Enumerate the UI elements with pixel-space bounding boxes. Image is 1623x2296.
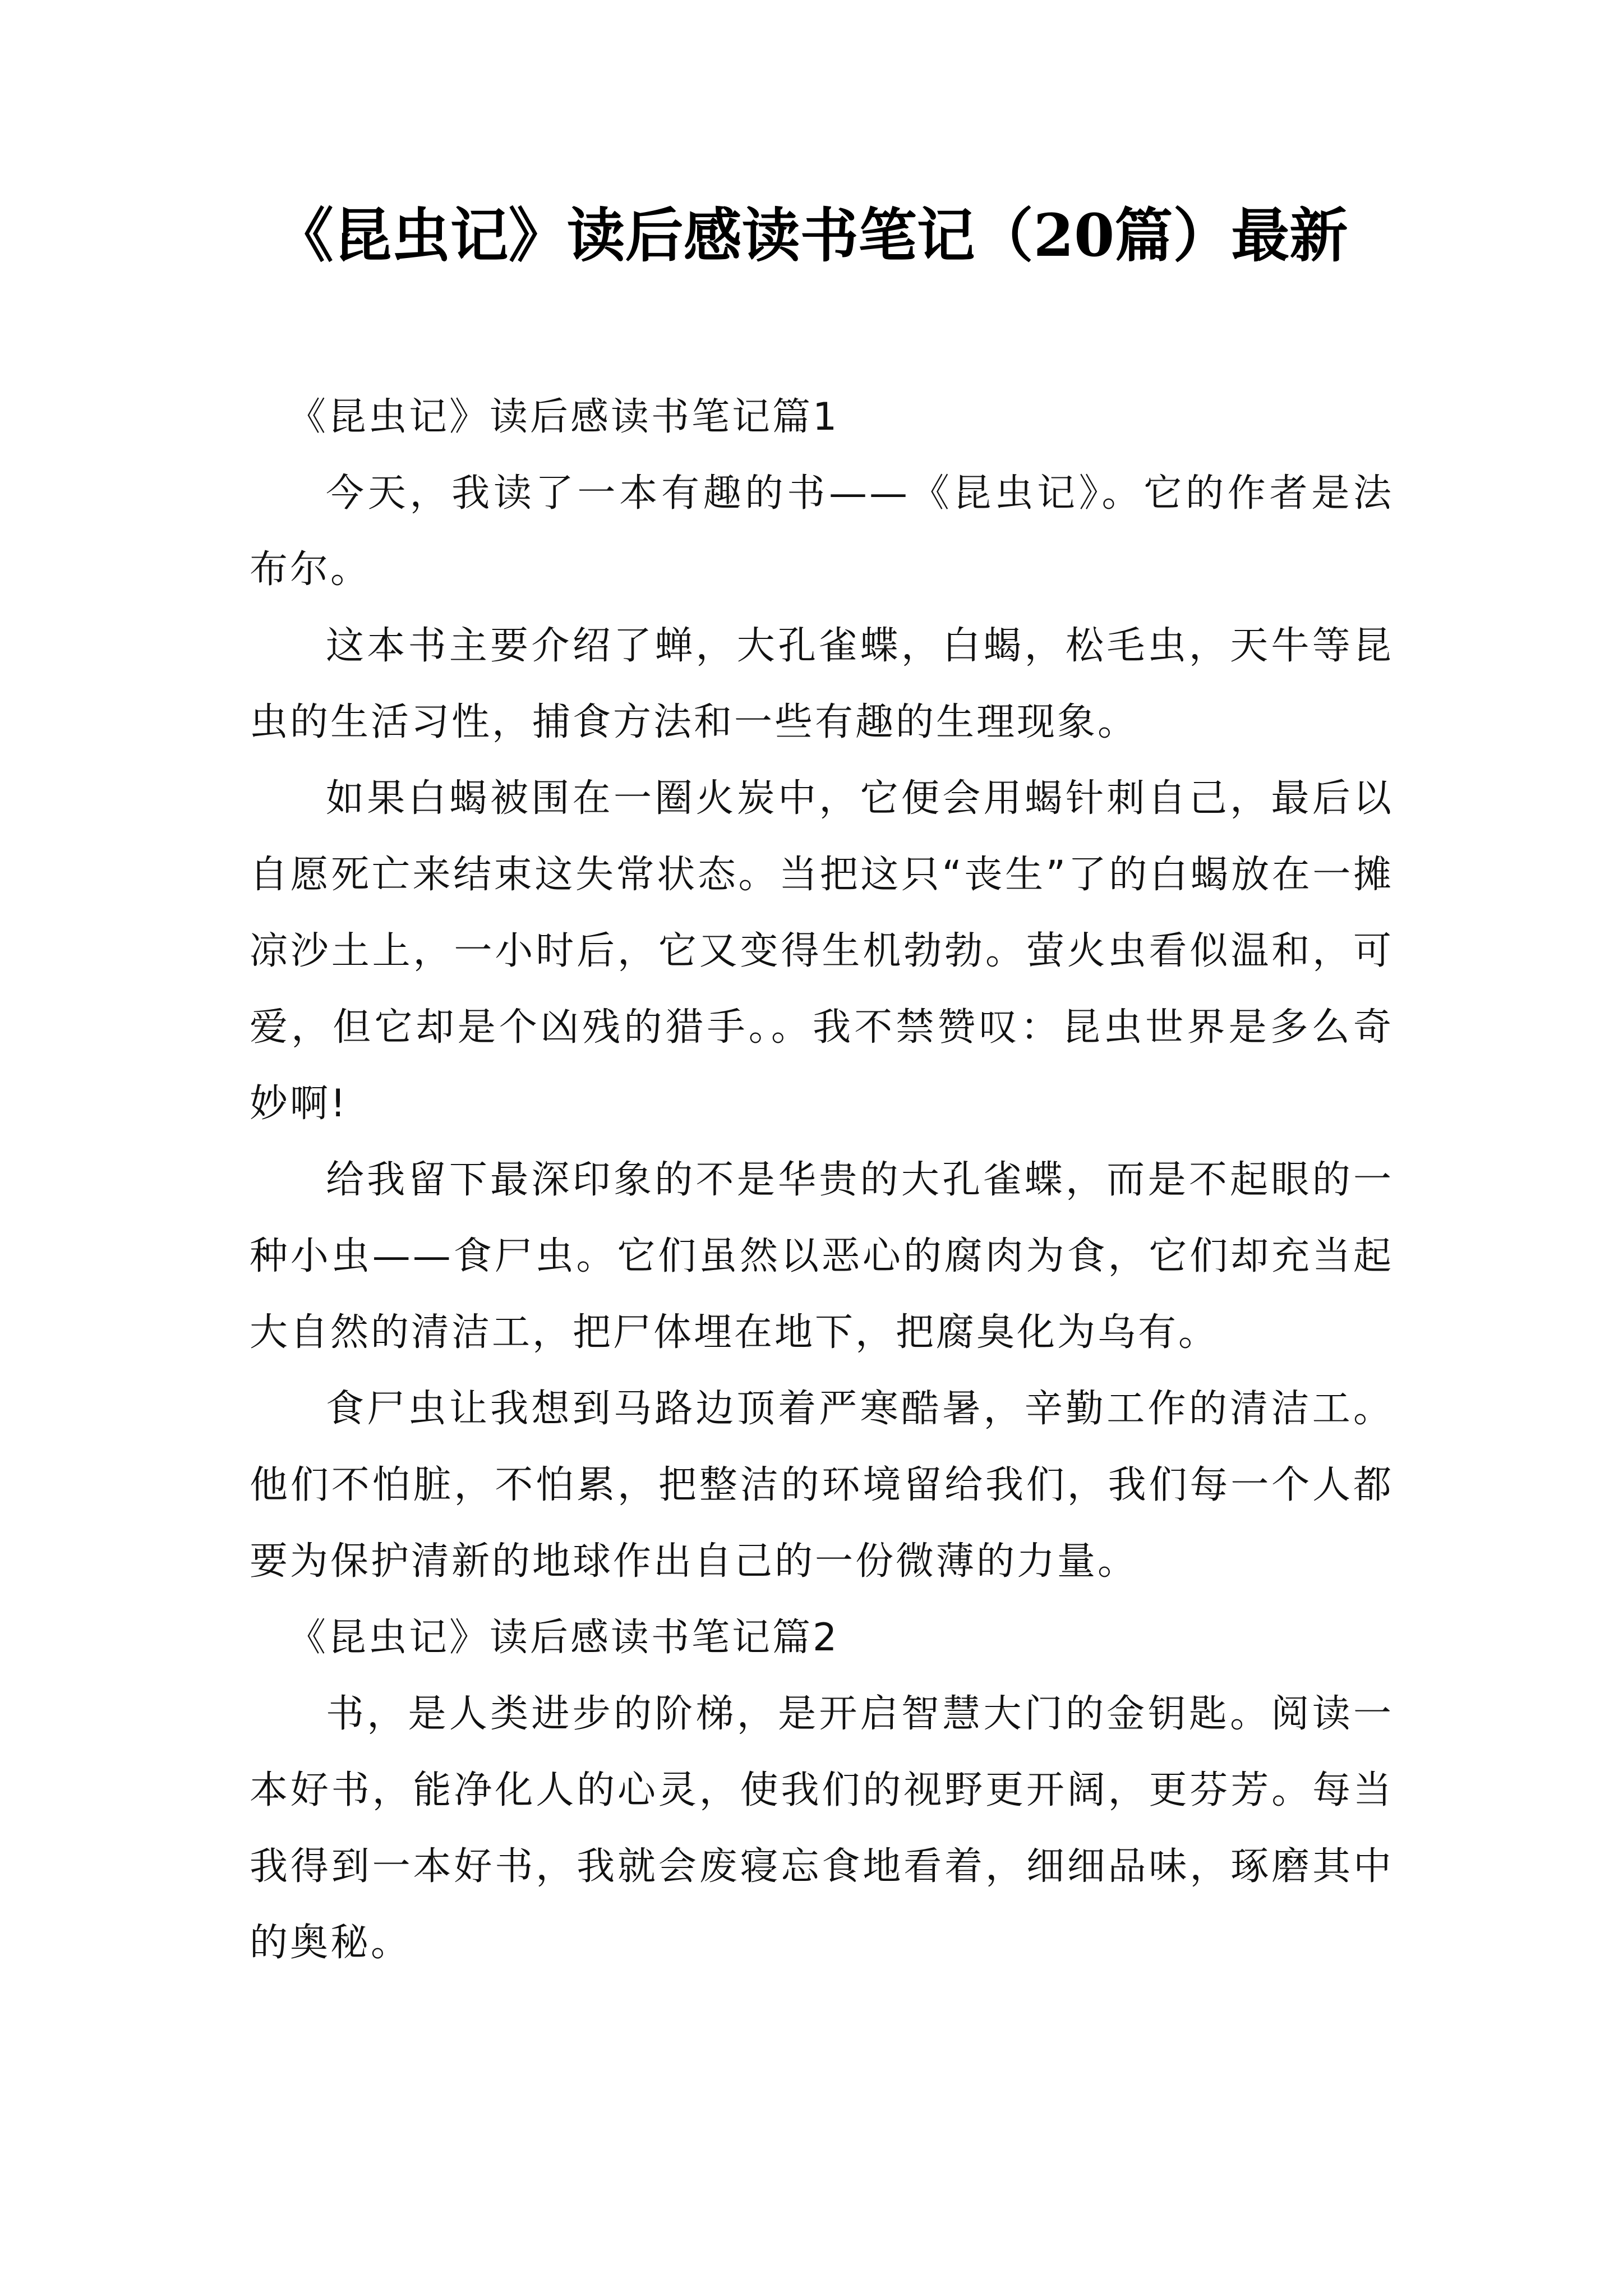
- paragraph: 给我留下最深印象的不是华贵的大孔雀蝶，而是不起眼的一种小虫——食尸虫。它们虽然以恶心的腐肉为食，它们却充当起大自然的清洁工，把尸体埋在地下，把腐臭化为乌有。: [250, 1158, 1394, 1355]
- section-heading-1: 《昆虫记》读后感读书笔记篇1: [288, 395, 840, 439]
- paragraph: 这本书主要介绍了蝉，大孔雀蝶，白蝎，松毛虫，天牛等昆虫的生活习性，捕食方法和一些有趣的生理现象。: [250, 624, 1394, 744]
- document-title: 《昆虫记》读后感读书笔记（20篇）最新: [275, 201, 1348, 270]
- document-body: [250, 379, 1394, 1981]
- paragraph: 书，是人类进步的阶梯，是开启智慧大门的金钥匙。阅读一本好书，能净化人的心灵，使我们的视野更开阔，更芬芳。每当我得到一本好书，我就会废寝忘食地看着，细细品味，琢磨其中的奥秘。: [250, 1692, 1394, 1965]
- paragraph: 如果白蝎被围在一圈火炭中，它便会用蝎针刺自己，最后以自愿死亡来结束这失常状态。当把这只“丧生”了的白蝎放在一摊凉沙土上，一小时后，它又变得生机勃勃。萤火虫看似温和，可爱，但它却是个凶残的猎手。。我不禁赞叹：昆虫世界是多么奇妙啊!: [250, 776, 1394, 1126]
- paragraph: 今天，我读了一本有趣的书——《昆虫记》。它的作者是法布尔。: [250, 471, 1394, 592]
- section-heading-2: 《昆虫记》读后感读书笔记篇2: [288, 1616, 840, 1660]
- paragraph: 食尸虫让我想到马路边顶着严寒酷暑，辛勤工作的清洁工。他们不怕脏，不怕累，把整洁的环境留给我们，我们每一个人都要为保护清新的地球作出自己的一份微薄的力量。: [250, 1387, 1394, 1584]
